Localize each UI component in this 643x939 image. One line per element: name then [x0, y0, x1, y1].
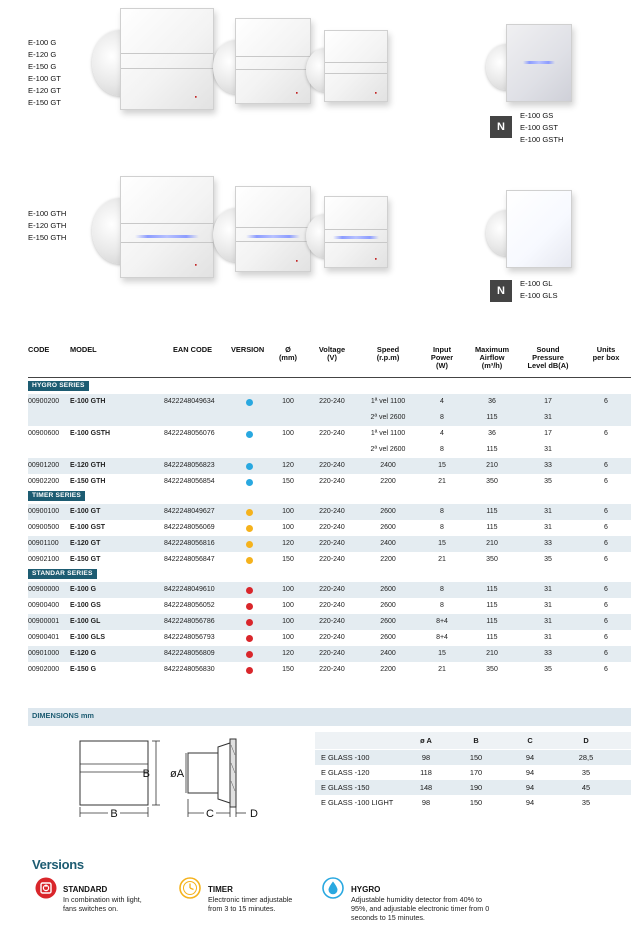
cell-sound: 33: [544, 650, 552, 657]
col-sound: [522, 346, 574, 370]
cell-model: E-100 GST: [70, 524, 106, 531]
cell-diam: 100: [282, 524, 294, 531]
desc-line: In combination with light,: [63, 895, 142, 904]
cell-code: 00902200: [28, 478, 60, 485]
cell-power: 15: [438, 462, 446, 469]
col-airflow-label2: Airflow: [479, 353, 505, 362]
cell-airflow: 350: [486, 666, 498, 673]
cell-power: 4: [440, 398, 444, 405]
version-dot-timer: [246, 509, 253, 516]
cell-units: 6: [604, 602, 608, 609]
cell-power: 15: [438, 540, 446, 547]
cell-code: 00902100: [28, 556, 60, 563]
col-sound-label2: Pressure: [532, 353, 564, 362]
cell-ean: 8422248049627: [164, 508, 215, 515]
desc-line: Adjustable humidity detector from 40% to: [351, 895, 483, 904]
dim-label-b-side: B: [142, 768, 150, 780]
cell-power: 8+4: [436, 634, 448, 641]
cell-voltage: 220-240: [319, 478, 345, 485]
version-dot-hygro: [246, 463, 253, 470]
cell-speed-2: 2ª vel 2600: [370, 414, 406, 421]
cell-ean: 8422248056069: [164, 524, 215, 531]
fan-photo-small: ●: [306, 30, 392, 106]
col-diam-symbol: Ø: [285, 345, 291, 354]
model-name: E-100 GS: [520, 111, 554, 120]
cell-voltage: 220-240: [319, 430, 345, 437]
dimensions-table: [315, 732, 631, 810]
cell-diam: 150: [282, 556, 294, 563]
cell-units: 6: [604, 540, 608, 547]
cell-diam: 100: [282, 602, 294, 609]
dim-cell-d: 35: [581, 798, 591, 807]
cell-units: 6: [604, 524, 608, 531]
dim-col-a: ø A: [420, 736, 432, 745]
version-dot-timer: [246, 541, 253, 548]
version-standard-name: STANDARD: [63, 885, 108, 894]
cell-model: E-120 G: [70, 650, 97, 657]
cell-voltage: 220-240: [319, 508, 345, 515]
table-row: [28, 426, 631, 458]
fan-photo-large: ●: [92, 8, 216, 113]
cell-speed: 1ª vel 1100: [370, 398, 406, 405]
desc-line: Electronic timer adjustable: [208, 895, 293, 904]
dim-cell-d: 35: [581, 768, 591, 777]
cell-code: 00900401: [28, 634, 60, 641]
dim-cell-b: 150: [469, 798, 483, 807]
col-airflow: [470, 346, 514, 370]
cell-model: E-100 GTH: [70, 398, 106, 405]
cell-model: E-150 GTH: [70, 478, 106, 485]
cell-sound: 31: [544, 602, 552, 609]
version-standard-desc: [63, 895, 142, 913]
dimensions-row: [315, 780, 631, 795]
dim-cell-c: 94: [525, 783, 535, 792]
model-name: E-100 GST: [520, 123, 558, 132]
side-view-body: [188, 753, 218, 793]
version-dot-timer: [246, 557, 253, 564]
model-list-g: [28, 37, 61, 109]
cell-sound: 35: [544, 556, 552, 563]
dim-col-d: D: [583, 736, 589, 745]
cell-voltage: 220-240: [319, 398, 345, 405]
table-row: [28, 582, 631, 598]
cell-code: 00901200: [28, 462, 60, 469]
side-view-collar: [218, 743, 230, 803]
col-airflow-label: Maximum: [474, 345, 510, 354]
table-row: [28, 536, 631, 552]
fan-photo-gs: [486, 24, 576, 106]
cell-airflow: 115: [486, 586, 498, 593]
cell-speed: 2200: [380, 478, 396, 485]
cell-airflow: 350: [486, 556, 498, 563]
cell-code: 00900001: [28, 618, 60, 625]
cell-power: 21: [438, 478, 446, 485]
cell-ean: 8422248049610: [164, 586, 215, 593]
version-dot-hygro: [246, 479, 253, 486]
cell-power: 8: [440, 586, 444, 593]
cell-ean: 8422248056854: [164, 478, 215, 485]
cell-speed: 1ª vel 1100: [370, 430, 406, 437]
cell-ean: 8422248056052: [164, 602, 215, 609]
dimensions-band: [28, 708, 631, 726]
col-code: CODE: [28, 345, 50, 354]
version-timer-desc: [208, 895, 292, 913]
model-list-gth: [28, 208, 66, 244]
fan-photo-gl: [486, 190, 576, 272]
cell-sound: 35: [544, 666, 552, 673]
cell-units: 6: [604, 586, 608, 593]
model-name: E-120 G: [28, 50, 57, 59]
series-standar: STANDAR SERIES: [28, 569, 97, 579]
dimensions-title: DIMENSIONS mm: [32, 711, 95, 720]
cell-units: 6: [604, 430, 608, 437]
dim-label-d: D: [250, 808, 258, 820]
cell-diam: 100: [282, 618, 294, 625]
col-units: [586, 346, 626, 362]
dim-cell-b: 150: [469, 753, 483, 762]
dim-label-b-bottom: B: [110, 808, 118, 820]
cell-ean: 8422248056809: [164, 650, 215, 657]
version-timer-name: TIMER: [208, 885, 233, 894]
version-dot-standard: [246, 587, 253, 594]
cell-voltage: 220-240: [319, 618, 345, 625]
cell-units: 6: [604, 650, 608, 657]
cell-speed: 2600: [380, 602, 396, 609]
cell-code: 00902000: [28, 666, 60, 673]
cell-ean: 8422248056847: [164, 556, 215, 563]
cell-units: 6: [604, 634, 608, 641]
model-name: E-100 GLS: [520, 291, 558, 300]
cell-speed: 2400: [380, 540, 396, 547]
cell-model: E-100 G: [70, 586, 97, 593]
cell-code: 00901000: [28, 650, 60, 657]
cell-speed: 2200: [380, 556, 396, 563]
night-mode-badge: N: [490, 280, 512, 302]
side-view-plate: [230, 739, 236, 807]
cell-airflow: 210: [486, 462, 498, 469]
col-units-label: Units: [596, 345, 616, 354]
dim-cell-d: 28,5: [578, 753, 594, 762]
cell-speed: 2400: [380, 462, 396, 469]
cell-voltage: 220-240: [319, 524, 345, 531]
cell-airflow-2: 115: [486, 414, 498, 421]
desc-line: fans switches on.: [63, 904, 119, 913]
fan-photo-gth-small: ●: [306, 196, 392, 272]
versions-title: Versions: [32, 857, 84, 872]
dim-cell-name: E GLASS -120: [321, 768, 370, 777]
desc-line: 95%, and adjustable electronic timer from 0: [351, 904, 490, 913]
fan-photo-medium: ●: [213, 18, 313, 108]
series-timer: TIMER SERIES: [28, 491, 85, 501]
cell-power: 8: [440, 602, 444, 609]
version-hygro-name: HYGRO: [351, 885, 381, 894]
cell-ean: 8422248049634: [164, 398, 215, 405]
cell-diam: 100: [282, 586, 294, 593]
cell-speed: 2600: [380, 634, 396, 641]
cell-diam: 120: [282, 540, 294, 547]
series-hygro: HYGRO SERIES: [28, 381, 89, 391]
cell-diam: 120: [282, 650, 294, 657]
model-list-gl: [520, 278, 558, 302]
version-dot-timer: [246, 525, 253, 532]
cell-code: 00900200: [28, 398, 60, 405]
desc-line: from 3 to 15 minutes.: [208, 904, 276, 913]
col-model: MODEL: [70, 345, 97, 354]
dim-cell-name: E GLASS -150: [321, 783, 370, 792]
cell-power: 8: [440, 524, 444, 531]
water-drop-icon: [322, 877, 344, 899]
cell-airflow: 210: [486, 540, 498, 547]
table-row: [28, 598, 631, 614]
col-speed-label: Speed: [376, 345, 400, 354]
cell-airflow: 115: [486, 634, 498, 641]
cell-code: 00900000: [28, 586, 60, 593]
cell-model: E-100 GLS: [70, 634, 106, 641]
cell-units: 6: [604, 508, 608, 515]
cell-power: 4: [440, 430, 444, 437]
col-power-label: Input: [432, 345, 452, 354]
dimensions-row: [315, 765, 631, 780]
cell-power: 15: [438, 650, 446, 657]
table-rule: [28, 377, 631, 378]
dim-cell-b: 190: [469, 783, 483, 792]
dim-cell-d: 45: [581, 783, 591, 792]
cell-airflow: 115: [486, 508, 498, 515]
cell-code: 00900400: [28, 602, 60, 609]
cell-sound: 31: [544, 618, 552, 625]
cell-airflow: 210: [486, 650, 498, 657]
col-diam: [276, 346, 300, 362]
dim-label-c: C: [206, 808, 214, 820]
model-name: E-150 GTH: [28, 233, 67, 242]
cell-airflow: 115: [486, 602, 498, 609]
cell-power: 8: [440, 508, 444, 515]
col-voltage: [314, 346, 350, 362]
cell-sound-2: 31: [544, 446, 552, 453]
cell-units: 6: [604, 462, 608, 469]
model-name: E-100 G: [28, 38, 57, 47]
version-dot-hygro: [246, 399, 253, 406]
table-row: [28, 504, 631, 520]
cell-diam: 120: [282, 462, 294, 469]
cell-ean: 8422248056793: [164, 634, 215, 641]
cell-airflow: 36: [488, 398, 496, 405]
cell-voltage: 220-240: [319, 666, 345, 673]
cell-units: 6: [604, 478, 608, 485]
model-name: E-120 GTH: [28, 221, 67, 230]
cell-code: 00901100: [28, 540, 59, 547]
cell-power: 21: [438, 556, 446, 563]
cell-model: E-120 GTH: [70, 462, 106, 469]
dim-cell-b: 170: [469, 768, 483, 777]
version-hygro-desc: [351, 895, 489, 922]
col-power-label2: Power: [430, 353, 454, 362]
model-name: E-100 GL: [520, 279, 553, 288]
cell-airflow: 36: [488, 430, 496, 437]
cell-speed: 2600: [380, 508, 396, 515]
dim-label-a: øA: [170, 768, 185, 780]
cell-diam: 100: [282, 430, 294, 437]
col-version: VERSION: [231, 345, 265, 354]
model-name: E-100 GSTH: [520, 135, 564, 144]
col-ean: EAN CODE: [173, 345, 213, 354]
cell-ean: 8422248056830: [164, 666, 215, 673]
cell-airflow: 115: [486, 524, 498, 531]
cell-voltage: 220-240: [319, 556, 345, 563]
col-diam-unit: (mm): [278, 353, 298, 362]
model-name: E-120 GT: [28, 86, 61, 95]
cell-diam: 100: [282, 398, 294, 405]
col-speed-unit: (r.p.m): [376, 353, 400, 362]
table-row: [28, 394, 631, 426]
table-row: [28, 614, 631, 630]
dim-col-b: B: [473, 736, 479, 745]
cell-speed: 2200: [380, 666, 396, 673]
version-dot-hygro: [246, 431, 253, 438]
cell-voltage: 220-240: [319, 602, 345, 609]
cell-power: 21: [438, 666, 446, 673]
model-name: E-150 GT: [28, 98, 61, 107]
cell-units: 6: [604, 556, 608, 563]
dim-cell-a: 118: [420, 768, 432, 777]
cell-model: E-100 GS: [70, 602, 101, 609]
cell-code: 00900500: [28, 524, 60, 531]
cell-sound: 35: [544, 478, 552, 485]
cell-sound: 31: [544, 524, 552, 531]
table-row: [28, 474, 631, 490]
cell-sound: 31: [544, 634, 552, 641]
dim-cell-a: 98: [421, 753, 431, 762]
cell-units: 6: [604, 618, 608, 625]
dim-cell-name: E GLASS -100 LIGHT: [321, 798, 394, 807]
cell-ean: 8422248056816: [164, 540, 215, 547]
cell-units: 6: [604, 398, 608, 405]
table-row: [28, 552, 631, 568]
cell-power-2: 8: [440, 446, 444, 453]
front-view-plate: [80, 741, 148, 805]
cell-diam: 100: [282, 634, 294, 641]
table-row: [28, 662, 631, 678]
fan-photo-gth-large: ●: [92, 176, 216, 281]
cell-model: E-120 GT: [70, 540, 101, 547]
version-dot-standard: [246, 635, 253, 642]
table-row: [28, 458, 631, 474]
model-name: E-100 GT: [28, 74, 61, 83]
cell-model: E-150 GT: [70, 556, 101, 563]
dim-cell-a: 98: [421, 798, 431, 807]
timer-icon: [179, 877, 201, 899]
dimension-drawing: [68, 733, 283, 828]
dimensions-row: [315, 795, 631, 810]
cell-sound: 31: [544, 586, 552, 593]
cell-airflow: 350: [486, 478, 498, 485]
cell-voltage: 220-240: [319, 540, 345, 547]
col-sound-unit: Level dB(A): [527, 361, 569, 370]
table-header: [28, 344, 631, 374]
dim-col-c: C: [527, 736, 533, 745]
cell-airflow-2: 115: [486, 446, 498, 453]
cell-model: E-100 GSTH: [70, 430, 111, 437]
version-dot-standard: [246, 603, 253, 610]
cell-sound: 17: [544, 430, 552, 437]
cell-sound-2: 31: [544, 414, 552, 421]
cell-code: 00900100: [28, 508, 60, 515]
cell-speed-2: 2ª vel 2600: [370, 446, 406, 453]
col-voltage-unit: (V): [327, 353, 337, 362]
col-units-label2: per box: [592, 353, 620, 362]
col-speed: [370, 346, 406, 362]
cell-ean: 8422248056076: [164, 430, 215, 437]
cell-code: 00900600: [28, 430, 60, 437]
cell-power-2: 8: [440, 414, 444, 421]
col-sound-label: Sound: [536, 345, 560, 354]
dim-cell-c: 94: [525, 798, 535, 807]
cell-model: E-150 G: [70, 666, 97, 673]
cell-speed: 2600: [380, 524, 396, 531]
col-airflow-unit: (m³/h): [481, 361, 503, 370]
dimensions-table-header: [315, 732, 631, 749]
cell-ean: 8422248056786: [164, 618, 215, 625]
cell-voltage: 220-240: [319, 634, 345, 641]
cell-diam: 100: [282, 508, 294, 515]
cell-voltage: 220-240: [319, 462, 345, 469]
version-dot-standard: [246, 667, 253, 674]
cell-sound: 33: [544, 540, 552, 547]
table-row: [28, 520, 631, 536]
cell-sound: 31: [544, 508, 552, 515]
dim-cell-a: 148: [419, 783, 433, 792]
fan-photo-gth-medium: ●: [213, 186, 313, 276]
cell-model: E-100 GL: [70, 618, 101, 625]
cell-speed: 2400: [380, 650, 396, 657]
cell-speed: 2600: [380, 586, 396, 593]
night-mode-badge: N: [490, 116, 512, 138]
dim-cell-name: E GLASS -100: [321, 753, 370, 762]
model-list-gs: [520, 110, 563, 146]
col-power-unit: (W): [436, 361, 448, 370]
model-name: E-100 GTH: [28, 209, 67, 218]
version-dot-standard: [246, 651, 253, 658]
cell-diam: 150: [282, 666, 294, 673]
dim-cell-c: 94: [525, 768, 535, 777]
table-row: [28, 646, 631, 662]
cell-diam: 150: [282, 478, 294, 485]
desc-line: seconds to 15 minutes.: [351, 913, 425, 922]
cell-power: 8+4: [436, 618, 448, 625]
cell-airflow: 115: [486, 618, 498, 625]
cell-voltage: 220-240: [319, 586, 345, 593]
power-switch-icon: [35, 877, 57, 899]
dim-cell-c: 94: [525, 753, 535, 762]
version-dot-standard: [246, 619, 253, 626]
cell-voltage: 220-240: [319, 650, 345, 657]
dimensions-row: [315, 750, 631, 765]
col-power: [426, 346, 458, 370]
cell-model: E-100 GT: [70, 508, 101, 515]
cell-ean: 8422248056823: [164, 462, 215, 469]
cell-sound: 17: [544, 398, 552, 405]
cell-speed: 2600: [380, 618, 396, 625]
table-row: [28, 630, 631, 646]
cell-units: 6: [604, 666, 608, 673]
cell-sound: 33: [544, 462, 552, 469]
col-voltage-label: Voltage: [318, 345, 346, 354]
model-name: E-150 G: [28, 62, 57, 71]
